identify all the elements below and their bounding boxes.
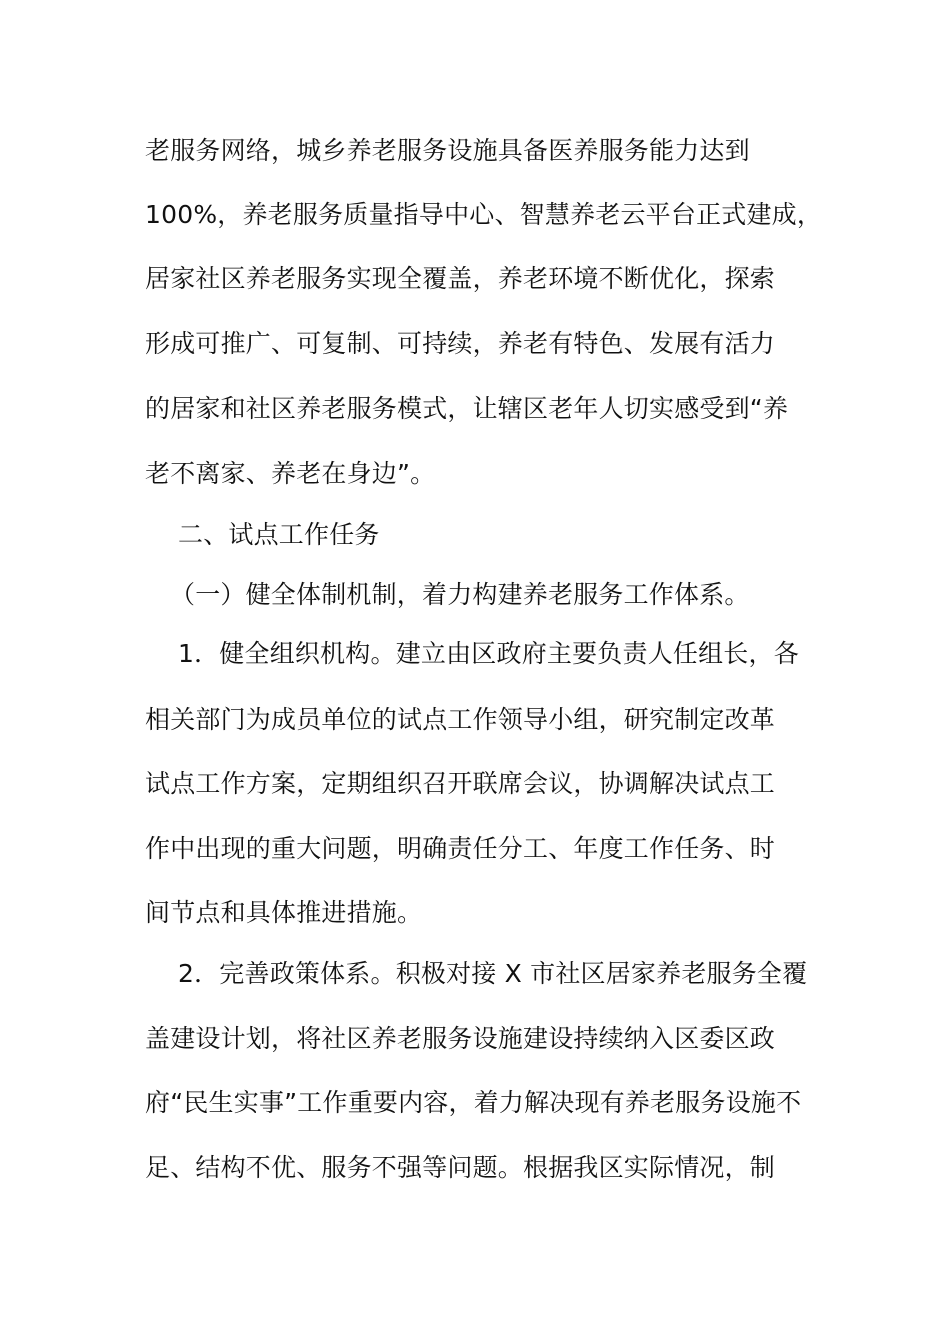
- body-text-line: 试点工作方案，定期组织召开联席会议，协调解决试点工: [145, 769, 776, 798]
- paragraph-start: 2．完善政策体系。积极对接 X 市社区居家养老服务全覆: [178, 959, 808, 988]
- body-text-line: 相关部门为成员单位的试点工作领导小组，研究制定改革: [145, 705, 776, 734]
- body-text-line: 作中出现的重大问题，明确责任分工、年度工作任务、时: [145, 834, 776, 863]
- body-text-line: 老不离家、养老在身边”。: [145, 459, 436, 488]
- paragraph-start: 1．健全组织机构。建立由区政府主要负责人任组长，各: [178, 639, 799, 668]
- body-text-line: 间节点和具体推进措施。: [145, 898, 423, 927]
- section-heading: 二、试点工作任务: [178, 520, 380, 549]
- body-text-line: 100%，养老服务质量指导中心、智慧养老云平台正式建成，: [145, 200, 823, 229]
- body-text-line: 形成可推广、可复制、可持续，养老有特色、发展有活力: [145, 329, 776, 358]
- subsection-heading: （一）健全体制机制，着力构建养老服务工作体系。: [170, 580, 750, 609]
- body-text-line: 居家社区养老服务实现全覆盖，养老环境不断优化，探索: [145, 264, 776, 293]
- body-text-line: 老服务网络，城乡养老服务设施具备医养服务能力达到: [145, 136, 750, 165]
- body-text-line: 府“民生实事”工作重要内容，着力解决现有养老服务设施不: [145, 1088, 802, 1117]
- body-text-line: 的居家和社区养老服务模式，让辖区老年人切实感受到“养: [145, 394, 789, 423]
- body-text-line: 盖建设计划，将社区养老服务设施建设持续纳入区委区政: [145, 1024, 776, 1053]
- body-text-line: 足、结构不优、服务不强等问题。根据我区实际情况，制: [145, 1153, 776, 1182]
